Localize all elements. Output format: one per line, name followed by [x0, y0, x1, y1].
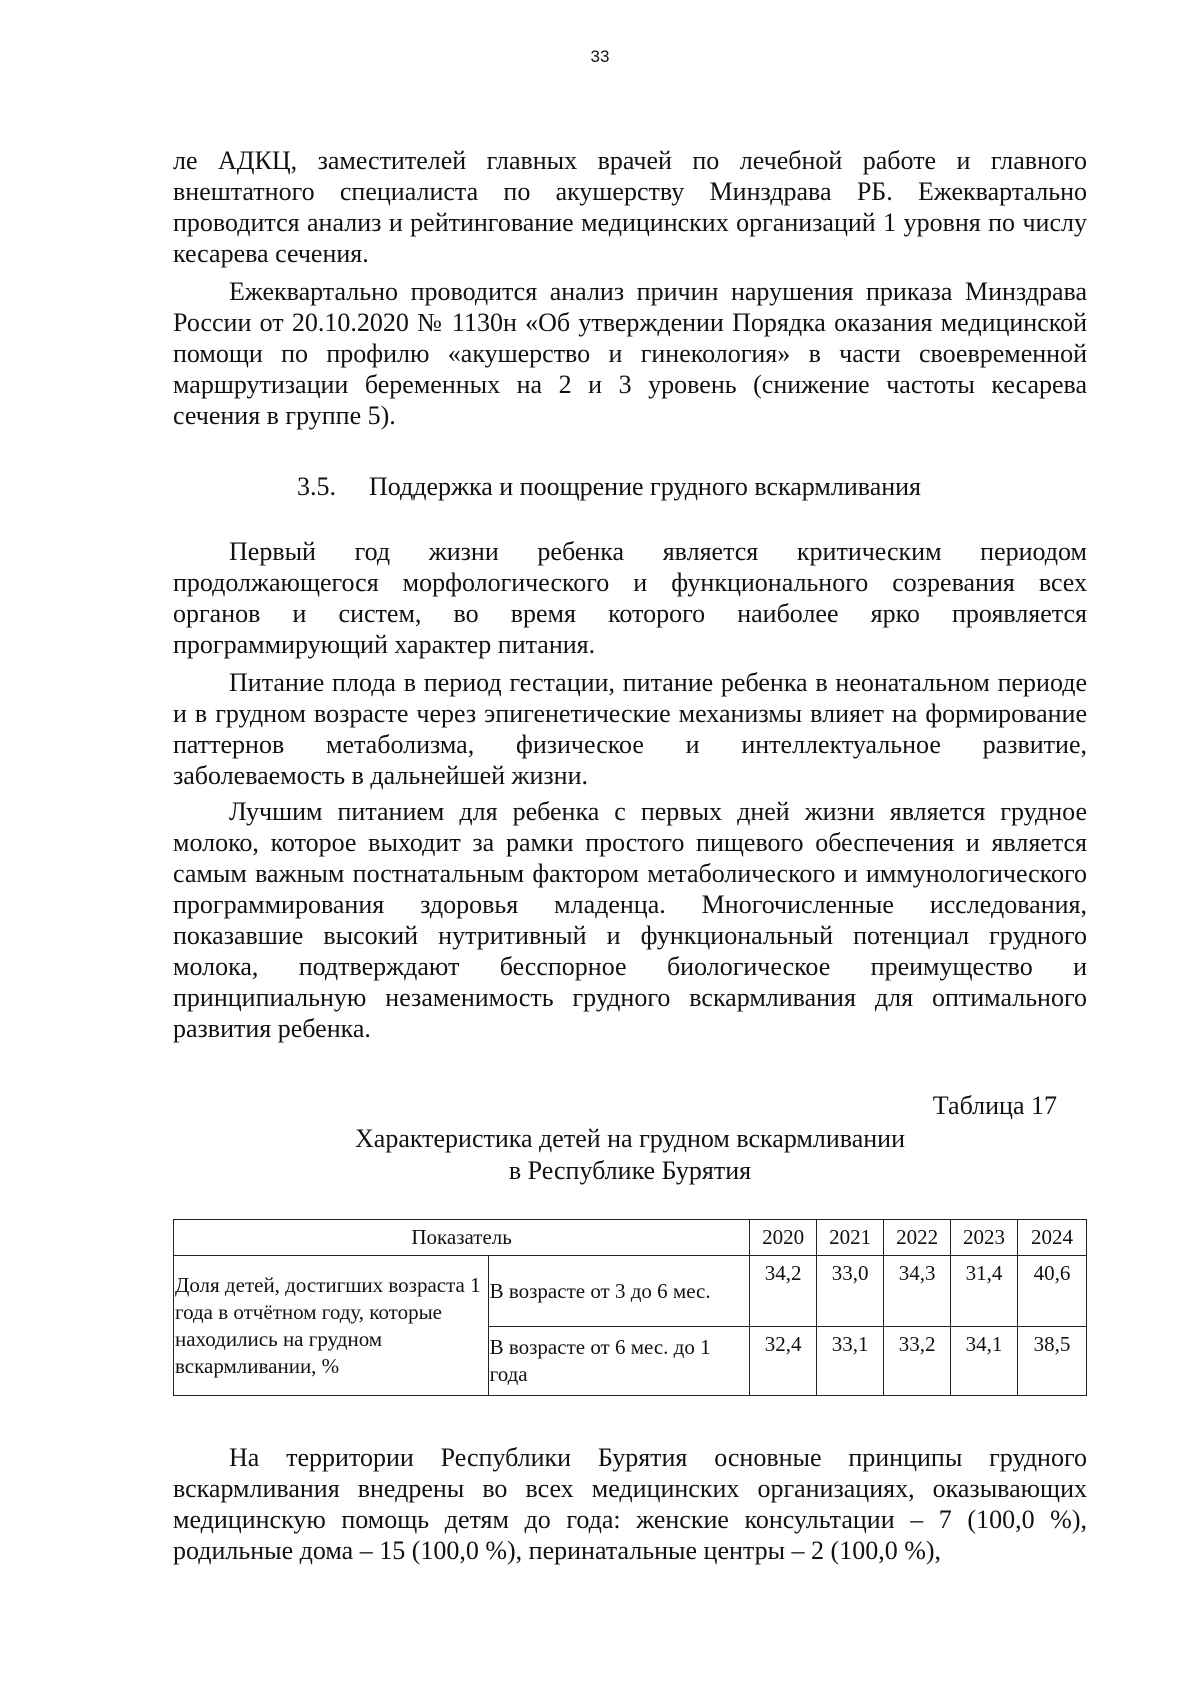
header-year: 2024 [1018, 1220, 1087, 1256]
paragraph-order-analysis: Ежеквартально проводится анализ причин нарушения приказа Минздрава России от 20.10.2020 № 1130н «Об утверждении Порядка оказания медицинской помощи по профилю «акушерство и гинекология» в части своевременной маршрутизации беременных на 2 и 3 уровень (снижение частоты кесарева сечения в группе 5). [173, 277, 1087, 430]
table-cell: 31,4 [951, 1256, 1018, 1327]
table-cell: 34,2 [750, 1256, 817, 1327]
table-cell: 33,2 [884, 1327, 951, 1396]
table-header-row [174, 1220, 1087, 1256]
header-year: 2023 [951, 1220, 1018, 1256]
paragraph-organizations: На территории Республики Бурятия основные принципы грудного вскармливания внедрены во всех медицинских организациях, оказывающих медицинскую помощь детям до года: женские консультации – 7 (100,0 %), родильные дома – 15 (100,0 %), перинатальные центры – 2 (100,0 %), [173, 1443, 1087, 1565]
section-title: Поддержка и поощрение грудного вскармливания [369, 472, 922, 501]
page-number: 33 [590, 47, 610, 66]
table-cell: 33,1 [817, 1327, 884, 1396]
table-cell: 40,6 [1018, 1256, 1087, 1327]
header-year: 2022 [884, 1220, 951, 1256]
table-cell: 32,4 [750, 1327, 817, 1396]
section-heading [297, 471, 921, 502]
row-age-3-6: В возрасте от 3 до 6 мес. [488, 1256, 750, 1327]
table-label: Таблица 17 [932, 1091, 1057, 1120]
row-indicator-label: Доля детей, достигших возраста 1 года в отчётном году, которые находились на грудном вскармливании, % [174, 1256, 489, 1396]
header-year: 2020 [750, 1220, 817, 1256]
table-title-line-2: в Республике Бурятия [508, 1156, 752, 1185]
breastfeeding-table [173, 1219, 1087, 1396]
header-indicator: Показатель [174, 1220, 750, 1256]
paragraph-breast-milk: Лучшим питанием для ребенка с первых дней жизни является грудное молоко, которое выходит за рамки простого пищевого обеспечения и является самым важным постнатальным фактором метаболического и иммунологического программирования здоровья младенца. Многочисленные исследования, показавшие высокий нутритивный и функциональный потенциал грудного молока, подтверждают бесспорное биологическое преимущество и принципиальную незаменимость грудного вскармливания для оптимального развития ребенка. [173, 797, 1087, 1043]
paragraph-first-year: Первый год жизни ребенка является критическим периодом продолжающегося морфологического и функционального созревания всех органов и систем, во время которого наиболее ярко проявляется программирующий характер питания. [173, 537, 1087, 659]
header-year: 2021 [817, 1220, 884, 1256]
row-age-6-12: В возрасте от 6 мес. до 1 года [488, 1327, 750, 1396]
section-number: 3.5. [297, 472, 336, 501]
table-title-line-1: Характеристика детей на грудном вскармливании [355, 1124, 905, 1153]
table-cell: 33,0 [817, 1256, 884, 1327]
table-row [174, 1256, 1087, 1327]
table-cell: 38,5 [1018, 1327, 1087, 1396]
table-title [173, 1123, 1087, 1187]
paragraph-nutrition: Питание плода в период гестации, питание ребенка в неонатальном периоде и в грудном возрасте через эпигенетические механизмы влияет на формирование паттернов метаболизма, физическое и интеллектуальное развитие, заболеваемость в дальнейшей жизни. [173, 668, 1087, 790]
paragraph-continuation: ле АДКЦ, заместителей главных врачей по лечебной работе и главного внештатного специалиста по акушерству Минздрава РБ. Ежеквартально проводится анализ и рейтингование медицинских организаций 1 уровня по числу кесарева сечения. [173, 146, 1087, 268]
table-cell: 34,3 [884, 1256, 951, 1327]
table-cell: 34,1 [951, 1327, 1018, 1396]
